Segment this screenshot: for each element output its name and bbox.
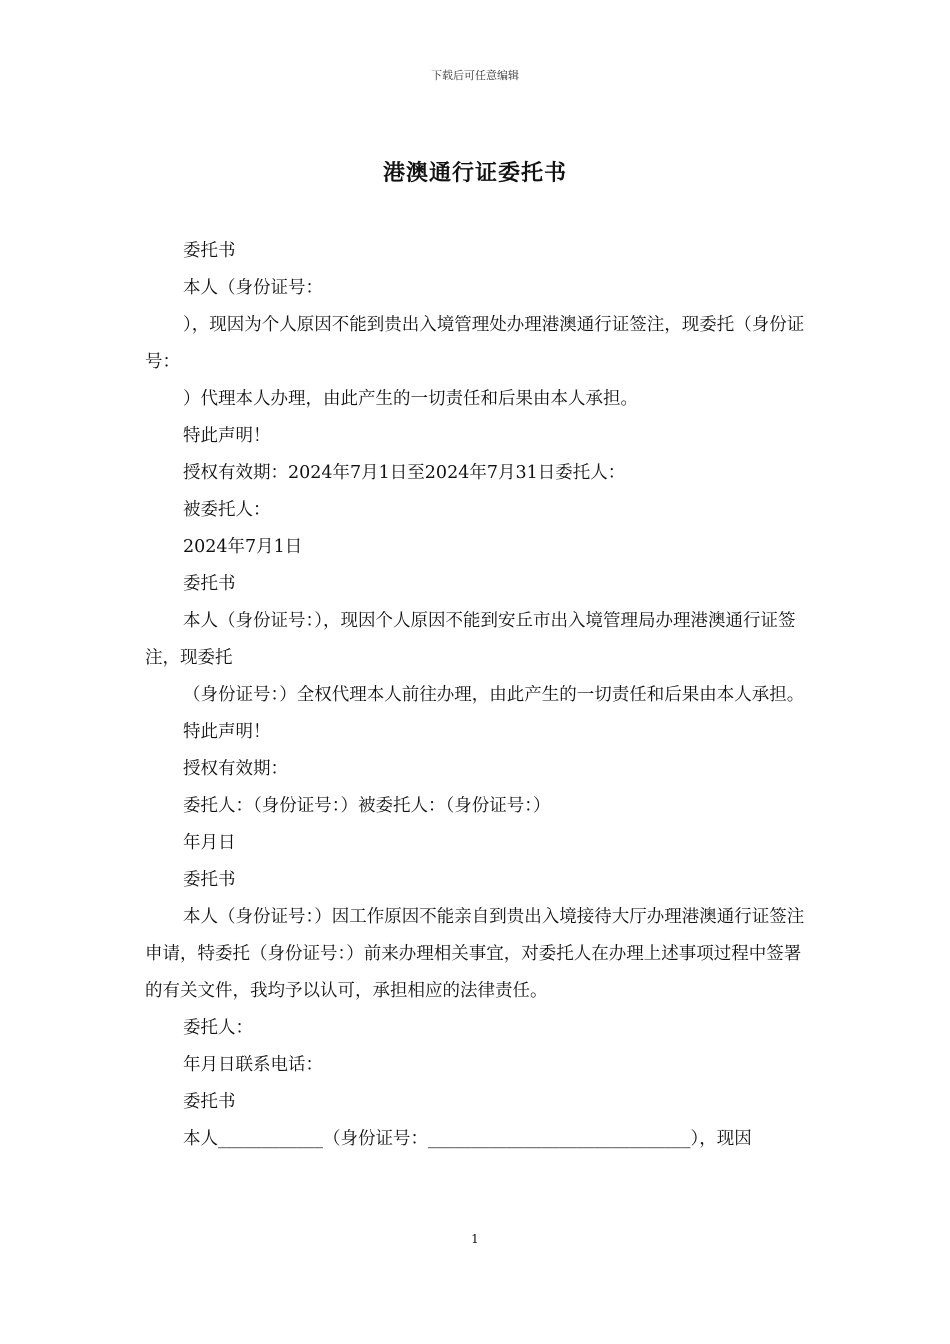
header-note: 下载后可任意编辑 xyxy=(431,69,519,82)
paragraph: 委托书 xyxy=(183,574,236,594)
paragraph: 年月日 xyxy=(183,833,236,853)
paragraph: 被委托人： xyxy=(183,500,271,520)
paragraph: 授权有效期： xyxy=(183,759,288,779)
paragraph: 委托书 xyxy=(183,241,236,261)
paragraph: 特此声明！ xyxy=(183,426,271,446)
paragraph: 委托书 xyxy=(183,870,236,890)
paragraph: 2024年7月1日 xyxy=(183,537,303,557)
paragraph: 年月日联系电话： xyxy=(183,1055,323,1075)
paragraph: 委托人： xyxy=(183,1018,253,1038)
paragraph: ）代理本人办理，由此产生的一切责任和后果由本人承担。 xyxy=(183,389,638,409)
paragraph: 委托人：（身份证号：）被委托人：（身份证号：） xyxy=(183,796,551,816)
page-number: 1 xyxy=(471,1232,479,1246)
document-title: 港澳通行证委托书 xyxy=(382,160,567,186)
paragraph: ），现因为个人原因不能到贵出入境管理处办理港澳通行证签注，现委托（身份证号： xyxy=(145,315,805,372)
document-body xyxy=(145,233,808,1158)
paragraph: 授权有效期：2024年7月1日至2024年7月31日委托人： xyxy=(183,463,626,483)
paragraph: 本人____________（身份证号：______________________________），现因 xyxy=(183,1129,752,1149)
paragraph: 本人（身份证号：），现因个人原因不能到安丘市出入境管理局办理港澳通行证签注，现委托 xyxy=(145,611,796,668)
paragraph: 特此声明！ xyxy=(183,722,271,742)
paragraph: 委托书 xyxy=(183,1092,236,1112)
paragraph: 本人（身份证号： xyxy=(183,278,323,298)
paragraph: 本人（身份证号：）因工作原因不能亲自到贵出入境接待大厅办理港澳通行证签注申请，特委托（身份证号：）前来办理相关事宜，对委托人在办理上述事项过程中签署的有关文件，我均予以认可，承担相应的法律责任。 xyxy=(145,907,805,1001)
paragraph: （身份证号：）全权代理本人前往办理，由此产生的一切责任和后果由本人承担。 xyxy=(183,685,805,705)
